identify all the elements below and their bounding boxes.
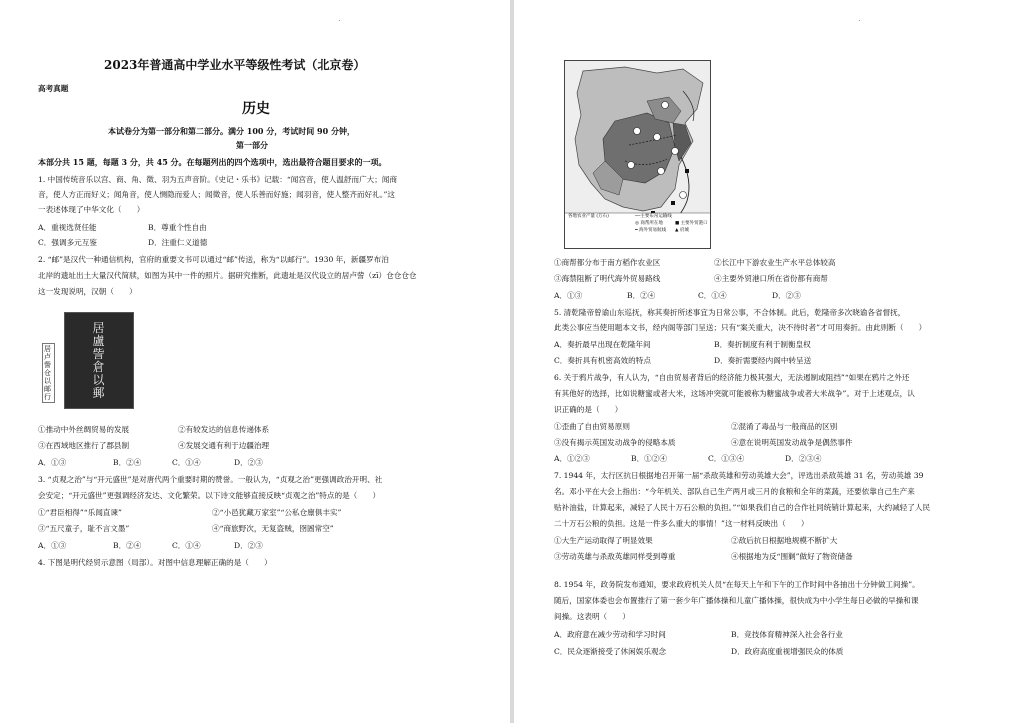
q2-item: ①推动中外丝绸贸易的发展 [38, 425, 130, 434]
q8-option-b: B．竞技体育精神深入社会各行业 [731, 630, 843, 639]
section-instructions: 本部分共 15 题，每题 3 分，共 45 分。在每题列出的四个选项中，选出最符合题目要求的一项。 [38, 157, 387, 167]
map-legend-item: ▲ 府城 [675, 228, 689, 233]
exam-info: 本试卷分为第一部分和第二部分。满分 100 分，考试时间 90 分钟， [108, 126, 355, 136]
q3-item: ②“小邑犹藏万家室”“公私仓廪俱丰实” [212, 508, 342, 517]
exam-tag: 高考真题 [38, 84, 69, 93]
q4-item: ③海禁阻断了明代海外贸易路线 [554, 274, 661, 283]
q8-line: 间操。这表明（ ） [554, 612, 630, 621]
page-left [0, 0, 510, 723]
q7-item: ③劳动英雄与杀敌英雄同样受到尊重 [554, 552, 676, 561]
part-one-heading: 第一部分 [236, 140, 268, 150]
q1-line: 1. 中国传统音乐以宫、商、角、徵、羽为五声音阶。《史记・乐书》记载：“闻宫音，使人温舒而广大；闻商 [38, 175, 398, 184]
q4-line: 4. 下图是明代经贸示意图（局部）。对图中信息理解正确的是（ ） [38, 558, 272, 567]
q8-option-d: D．政府高度重视增强民众的体质 [731, 647, 844, 656]
q2-line: 北岸的遗址出土大量汉代简牍，如图为其中一件的照片。据研究推断，此遗址是汉代设立的居卢訾（zī）仓仓仓仓 [38, 271, 417, 280]
q2-option-c: C．①④ [172, 458, 201, 467]
map-legend-item: ■ 主要外贸港口 [675, 221, 708, 226]
q1-option-a: A．重视选贤任能 [38, 223, 97, 232]
q2-line: 这一发现说明，汉朝（ ） [38, 287, 137, 296]
q3-option-c: C．①④ [172, 541, 201, 550]
map-legend-item: ──主要布帛运输线 [635, 214, 672, 219]
q4-option-a: A．①③ [554, 291, 583, 300]
q1-option-b: B．尊重个性自由 [148, 223, 207, 232]
q1-line: 一表述体现了中华文化（ ） [38, 205, 145, 214]
q2-option-a: A．①③ [38, 458, 67, 467]
q7-item: ②敌后抗日根据地规模不断扩大 [731, 536, 838, 545]
q4-item: ④主要外贸港口所在省份都有商帮 [714, 274, 828, 283]
q1-line: 音，使人方正而好义；闻角音，使人恻隐而爱人；闻徵音，使人乐善而好施；闻羽音，使人整齐而好礼。”这 [38, 190, 395, 199]
q8-option-c: C．民众逐渐接受了休闲娱乐观念 [554, 647, 667, 656]
q4-item: ①商帮都分布于南方稻作农业区 [554, 258, 661, 267]
q3-option-d: D．②③ [234, 541, 263, 550]
q2-option-d: D．②③ [234, 458, 263, 467]
q6-item: ③没有揭示英国发动战争的侵略本质 [554, 438, 676, 447]
page-dot: . [338, 14, 341, 24]
slip-char: 居 [92, 321, 106, 335]
ming-trade-map [564, 60, 711, 249]
q5-option-b: B．奏折制度有利于制衡皇权 [714, 340, 811, 349]
q5-line: 5. 清乾隆帝曾谕山东巡抚，称其奏折所述事宜为日常公事，不合体制。此后，乾隆帝多次晓谕各省督抚， [554, 308, 906, 317]
q6-item: ②混淆了毒品与一般商品的区别 [731, 422, 838, 431]
bamboo-slip-photo [64, 312, 134, 409]
q1-option-d: D．注重仁义道德 [148, 238, 208, 247]
subject-title: 历史 [242, 101, 270, 117]
q6-option-c: C．①③④ [708, 454, 745, 463]
q6-line: 有其他好的选择，比如说糖蜜或者大米，这场冲突就可能被称为糖蜜战争或者大米战争”。对于上述观点，认 [554, 389, 915, 398]
q2-item: ③在西域地区推行了郡县制 [38, 441, 130, 450]
map-legend-item: ━ 海外贸易航线 [635, 228, 667, 233]
slip-char: 郵 [92, 386, 106, 400]
q3-option-a: A．①③ [38, 541, 67, 550]
q3-line: 3. “贞观之治”与“开元盛世”是对唐代两个重要时期的赞誉。一般认为，“贞观之治”更强调政治开明、社 [38, 475, 383, 484]
q3-item: ④“商旅野次，无复盗贼，囹圄常空” [212, 524, 334, 533]
q8-option-a: A．政府意在减少劳动和学习时间 [554, 630, 666, 639]
q2-option-b: B．②④ [113, 458, 142, 467]
q7-line: 贴补油盐，计算起来，减轻了人民十万石公粮的负担。”“如果我们自己的合作社同统销计算起来，大约减轻了人民 [554, 503, 931, 512]
q1-option-c: C．强调多元互鉴 [38, 238, 97, 247]
q2-line: 2. “邮”是汉代一种通信机构，官府的重要文书可以通过“邮”传送，称为“以邮行”。1930 年，新疆罗布泊 [38, 255, 389, 264]
q6-line: 6. 关于鸦片战争，有人认为，“自由贸易者背后的经济能力极其强大，无法遏制或阻挡”“如果在鸦片之外还 [554, 373, 910, 382]
q6-option-d: D．②③④ [785, 454, 822, 463]
map-legend-item: ◎ 商帮所在地 [635, 221, 663, 226]
q6-option-a: A．①②③ [554, 454, 590, 463]
q7-line: 名。邓小平在大会上指出：“今年机关、部队自己生产两月或三月的食粮和全年的菜蔬，还要依靠自己生产来 [554, 487, 915, 496]
q4-option-c: C．①④ [698, 291, 727, 300]
q3-line: 会安定；“开元盛世”更强调经济发达、文化繁荣。以下诗文能够直接反映“贞观之治”特点的是（ ） [38, 491, 381, 500]
q2-item: ②有较发达的信息传递体系 [178, 425, 270, 434]
q4-option-b: B．②④ [627, 291, 656, 300]
slip-char: 倉 [92, 360, 106, 374]
q5-option-c: C．奏折具有机密高效的特点 [554, 356, 651, 365]
q7-line: 二十万石公粮的负担。这是一件多么重大的事情！”这一材料反映出（ ） [554, 519, 809, 528]
map-legend-title: 各地农业产量 (万石) [568, 214, 609, 219]
q8-line: 8. 1954 年，政务院发布通知，要求政府机关人员“在每天上午和下午的工作时间中各抽出十分钟做工间操”。 [554, 580, 920, 589]
q6-option-b: B．①②④ [631, 454, 667, 463]
q5-line: 此类公事应当使用题本文书，经内阁等部门呈送；只有“案关重大，决不待时者”才可用奏折。由此则断（ ） [554, 323, 927, 332]
slip-char: 以 [92, 373, 106, 387]
q3-item: ③“五尺童子，耻不言文墨” [38, 524, 130, 533]
q4-option-d: D．②③ [772, 291, 801, 300]
q3-item: ①“君臣相得”“乐闻直谏” [38, 508, 122, 517]
page-dot: . [858, 14, 861, 24]
q7-item: ①大生产运动取得了明显效果 [554, 536, 653, 545]
page-right [514, 0, 1024, 723]
slip-char: 盧 [92, 334, 106, 348]
q3-option-b: B．②④ [113, 541, 142, 550]
doc-title: 2023年普通高中学业水平等级性考试（北京卷） [104, 58, 366, 72]
q5-option-d: D．奏折需要经内阁中转呈送 [714, 356, 812, 365]
q5-option-a: A．奏折最早出现在乾隆年间 [554, 340, 651, 349]
q6-item: ④意在说明英国发动战争是偶然事件 [731, 438, 853, 447]
q7-line: 7. 1944 年，太行区抗日根据地召开第一届“杀敌英雄和劳动英雄大会”，评选出杀敌英雄 31 名，劳动英雄 39 [554, 471, 924, 480]
slip-char: 訾 [92, 347, 106, 361]
q4-item: ②长江中下游农业生产水平总体较高 [714, 258, 836, 267]
q7-item: ④根据地为反“围剿”做好了物资储备 [731, 552, 853, 561]
q6-line: 识正确的是（ ） [554, 405, 623, 414]
q8-line: 随后，国家体委也会布置推行了第一套少年广播体操和儿童广播体操，很快成为中小学生每日必做的早操和课 [554, 596, 919, 605]
q2-item: ④发展交通有利于边疆治理 [178, 441, 270, 450]
q6-item: ①歪曲了自由贸易原则 [554, 422, 630, 431]
slip-caption: 居卢訾仓以邮行 [42, 343, 55, 403]
